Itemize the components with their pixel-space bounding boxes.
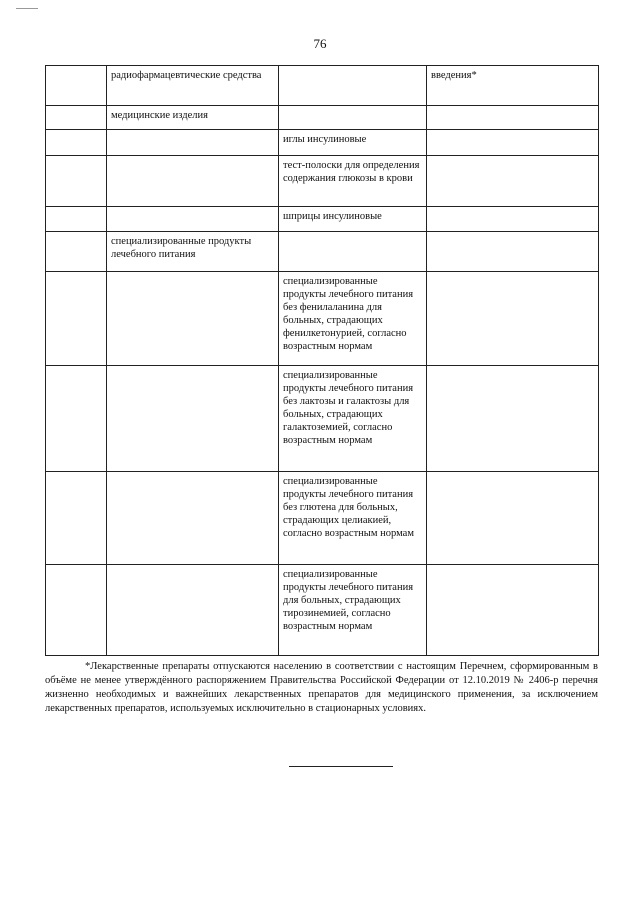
table-cell-col1 <box>46 207 107 232</box>
table-cell-col3: специализированные продукты лечебного питания без фенилаланина для больных, страдающих фенилкетонурией, согласно возрастным нормам <box>279 272 427 366</box>
table-row <box>46 66 599 106</box>
table-cell-col4 <box>427 156 599 207</box>
table-cell-col2 <box>107 130 279 156</box>
table-cell-col1 <box>46 232 107 272</box>
scan-corner-mark <box>16 8 38 9</box>
table-cell-col2 <box>107 366 279 472</box>
table-row <box>46 472 599 565</box>
table-cell-col2 <box>107 272 279 366</box>
table-cell-col4 <box>427 366 599 472</box>
table-cell-col1 <box>46 130 107 156</box>
table-cell-col4 <box>427 565 599 656</box>
table-row <box>46 106 599 130</box>
table-cell-col4 <box>427 272 599 366</box>
table-cell-col1 <box>46 106 107 130</box>
table-cell-col4 <box>427 232 599 272</box>
table-cell-col3: специализированные продукты лечебного питания без лактозы и галактозы для больных, страдающих галактоземией, согласно возрастным нормам <box>279 366 427 472</box>
closing-rule <box>289 766 393 767</box>
medical-items-table <box>45 65 599 656</box>
page-number: 76 <box>313 36 327 51</box>
table-cell-col3: тест-полоски для определения содержания глюкозы в крови <box>279 156 427 207</box>
table-cell-col2 <box>107 207 279 232</box>
table-cell-col2: медицинские изделия <box>107 106 279 130</box>
table-cell-col3: иглы инсулиновые <box>279 130 427 156</box>
footnote-text: *Лекарственные препараты отпускаются населению в соответствии с настоящим Перечнем, сформированным в объёме не менее утверждённого распоряжением Правительства Российской Федерации от 12.10.2019 № 2406-р перечня жизненно необходимых и важнейших лекарственных препаратов для медицинского применения, за исключением лекарственных препаратов, используемых исключительно в стационарных условиях. <box>45 661 598 714</box>
table-cell-col3: специализированные продукты лечебного питания для больных, страдающих тирозинемией, согласно возрастным нормам <box>279 565 427 656</box>
table-cell-col4: введения* <box>427 66 599 106</box>
footnote <box>45 660 598 716</box>
table-cell-col4 <box>427 207 599 232</box>
table-cell-col3 <box>279 232 427 272</box>
table-cell-col1 <box>46 565 107 656</box>
table-cell-col3: специализированные продукты лечебного питания без глютена для больных, страдающих целиакией, согласно возрастным нормам <box>279 472 427 565</box>
table-row <box>46 156 599 207</box>
table-cell-col4 <box>427 106 599 130</box>
table-row <box>46 565 599 656</box>
table-cell-col3 <box>279 106 427 130</box>
table-body <box>46 66 599 656</box>
table-row <box>46 366 599 472</box>
table-row <box>46 207 599 232</box>
table-cell-col2 <box>107 565 279 656</box>
table-cell-col1 <box>46 156 107 207</box>
table-cell-col1 <box>46 472 107 565</box>
table-cell-col2 <box>107 472 279 565</box>
table-cell-col3: шприцы инсулиновые <box>279 207 427 232</box>
table-cell-col2 <box>107 156 279 207</box>
table-row <box>46 272 599 366</box>
table-row <box>46 130 599 156</box>
table-cell-col1 <box>46 366 107 472</box>
table-cell-col2: радиофармацевтические средства <box>107 66 279 106</box>
table-cell-col3 <box>279 66 427 106</box>
table-cell-col4 <box>427 130 599 156</box>
table-cell-col2: специализированные продукты лечебного питания <box>107 232 279 272</box>
table-row <box>46 232 599 272</box>
table-cell-col1 <box>46 272 107 366</box>
table-cell-col1 <box>46 66 107 106</box>
table-cell-col4 <box>427 472 599 565</box>
